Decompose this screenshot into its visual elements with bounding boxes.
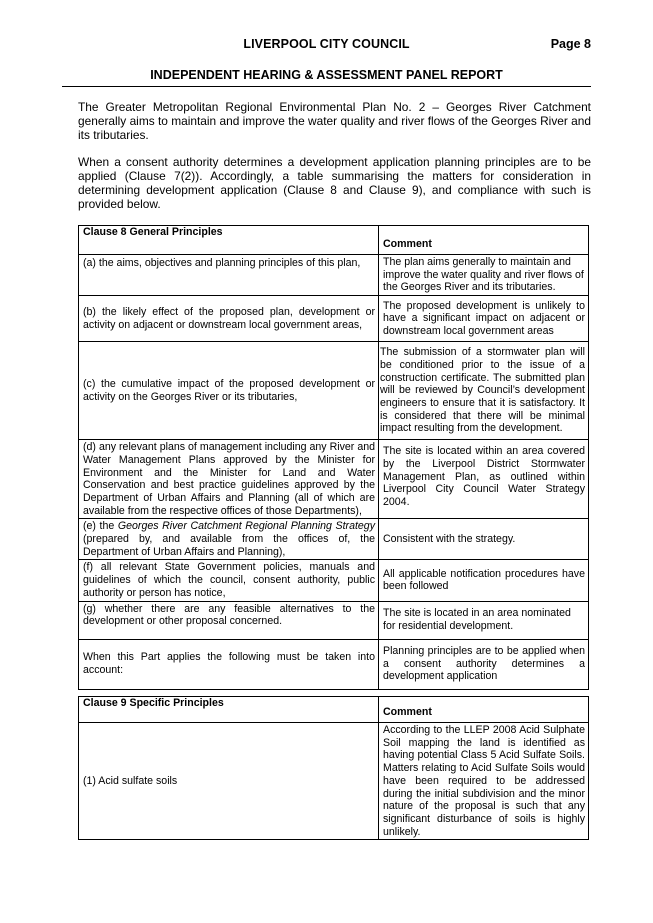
comment-cell: All applicable notification procedures have been followed	[379, 560, 589, 601]
principle-cell: (a) the aims, objectives and planning principles of this plan,	[79, 255, 379, 296]
table-row	[79, 723, 589, 840]
principle-cell: (c) the cumulative impact of the proposed development or activity on the Georges River or its tributaries,	[79, 342, 379, 440]
table-row	[79, 440, 589, 519]
principle-cell: (b) the likely effect of the proposed plan, development or activity on adjacent or downstream local government areas,	[79, 296, 379, 342]
header-divider	[62, 86, 591, 87]
principle-cell: (f) all relevant State Government policies, manuals and guidelines of which the council, consent authority, public authority or person has notice,	[79, 560, 379, 601]
comment-cell: Consistent with the strategy.	[379, 519, 589, 560]
comment-cell: Planning principles are to be applied when a consent authority determines a development application	[379, 639, 589, 689]
principle-cell: When this Part applies the following must be taken into account:	[79, 639, 379, 689]
principle-suffix: (prepared by, and available from the offices of, the Department of Urban Affairs and Planning),	[83, 533, 375, 558]
page-number: Page 8	[550, 37, 591, 51]
comment-cell: The plan aims generally to maintain and improve the water quality and river flows of the Georges River and its tributaries.	[379, 255, 589, 296]
consent-paragraph: When a consent authority determines a development application planning principles are to be applied (Clause 7(2)). Accordingly, a table summarising the matters for consideration in determining development application (Clause 8 and Clause 9), and compliance with such is provided below.	[78, 155, 591, 211]
principle-cell	[79, 519, 379, 560]
principle-prefix: (e) the	[83, 520, 118, 533]
table-row	[79, 519, 589, 560]
table-row	[79, 601, 589, 639]
comment-cell: The proposed development is unlikely to have a significant impact on adjacent or downstream local government areas	[379, 296, 589, 342]
table-row	[79, 255, 589, 296]
comment-header: Comment	[379, 697, 589, 723]
principle-cell: (g) whether there are any feasible alternatives to the development or other proposal concerned.	[79, 601, 379, 639]
comment-cell: The submission of a stormwater plan will be conditioned prior to the issue of a construction certificate. The submitted plan will be reviewed by Council’s development engineers to ensure that it is satisfactory. It is considered that there will be minimal impact resulting from the development.	[379, 342, 589, 440]
principle-cell: (1) Acid sulfate soils	[79, 723, 379, 840]
comment-cell: The site is located within an area covered by the Liverpool District Stormwater Management Plan, as outlined within Liverpool City Council Water Strategy 2004.	[379, 440, 589, 519]
strategy-title: Georges River Catchment Regional Planning Strategy	[117, 520, 376, 533]
intro-paragraph: The Greater Metropolitan Regional Environmental Plan No. 2 – Georges River Catchment generally aims to maintain and improve the water quality and river flows of the Georges River and its tributaries.	[78, 100, 591, 142]
table-row	[79, 342, 589, 440]
clause-9-table	[78, 696, 589, 840]
table-row	[79, 639, 589, 689]
principle-cell: (d) any relevant plans of management including any River and Water Management Plans approved by the Minister for Environment and the Minister for Land and Water Conservation and best practice guidelines approved by the Department of Urban Affairs and Planning (all of which are available from the respective offices of those Departments),	[79, 440, 379, 519]
table-row	[79, 296, 589, 342]
comment-cell: According to the LLEP 2008 Acid Sulphate Soil mapping the land is identified as having potential Class 5 Acid Sulfate Soils. Matters relating to Acid Sulfate Soils would have been required to be addressed during the initial subdivision and the minor nature of the proposal is such that any significant disturbance of soils is highly unlikely.	[379, 723, 589, 840]
clause-8-table	[78, 225, 589, 690]
comment-cell: The site is located in an area nominated for residential development.	[379, 601, 589, 639]
table-header-row	[79, 697, 589, 723]
council-name: LIVERPOOL CITY COUNCIL	[243, 37, 410, 51]
table-header-row	[79, 226, 589, 255]
clause-8-header: Clause 8 General Principles	[79, 226, 379, 255]
comment-header: Comment	[379, 226, 589, 255]
table-row	[79, 560, 589, 601]
clause-9-header: Clause 9 Specific Principles	[79, 697, 379, 723]
report-title: INDEPENDENT HEARING & ASSESSMENT PANEL REPORT	[150, 68, 503, 82]
